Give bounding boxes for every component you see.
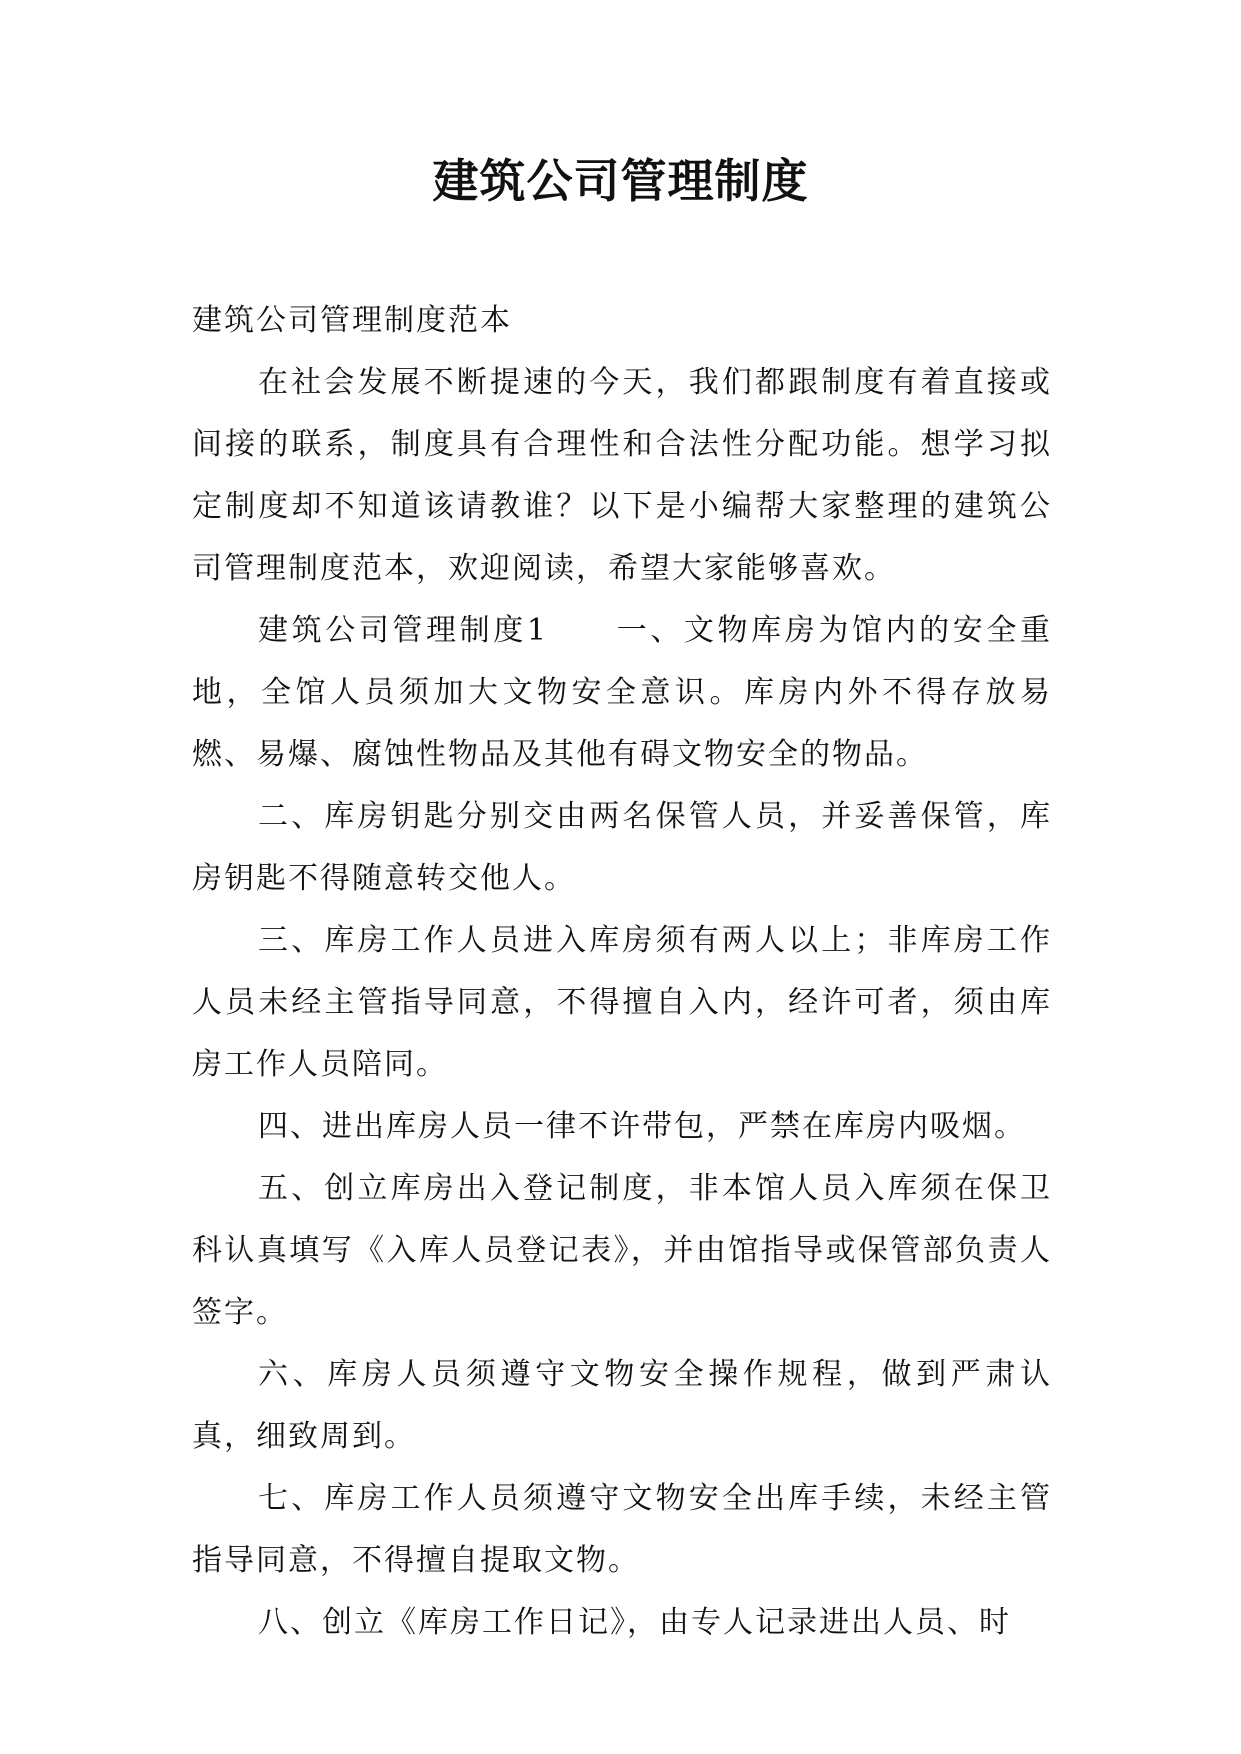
document-body [192,290,1052,1654]
paragraph-rule-7: 七、库房工作人员须遵守文物安全出库手续，未经主管指导同意，不得擅自提取文物。 [192,1481,1052,1578]
paragraph-rule-4: 四、进出库房人员一律不许带包，严禁在库房内吸烟。 [258,1109,1026,1144]
paragraph-intro: 在社会发展不断提速的今天，我们都跟制度有着直接或间接的联系，制度具有合理性和合法性分配功能。想学习拟定制度却不知道该请教谁？以下是小编帮大家整理的建筑公司管理制度范本，欢迎阅读，希望大家能够喜欢。 [192,365,1052,586]
paragraph-rule-2: 二、库房钥匙分别交由两名保管人员，并妥善保管，库房钥匙不得随意转交他人。 [192,799,1052,896]
document-title: 建筑公司管理制度 [432,154,809,208]
paragraph-rule-3: 三、库房工作人员进入库房须有两人以上；非库房工作人员未经主管指导同意，不得擅自入内，经许可者，须由库房工作人员陪同。 [192,923,1052,1082]
paragraph-rule-1: 建筑公司管理制度1 一、文物库房为馆内的安全重地，全馆人员须加大文物安全意识。库房内外不得存放易燃、易爆、腐蚀性物品及其他有碍文物安全的物品。 [192,613,1052,772]
document-subtitle: 建筑公司管理制度范本 [192,303,512,338]
paragraph-rule-8: 八、创立《库房工作日记》，由专人记录进出人员、时 [258,1605,1011,1640]
paragraph-rule-6: 六、库房人员须遵守文物安全操作规程，做到严肃认真，细致周到。 [192,1357,1052,1454]
paragraph-rule-5: 五、创立库房出入登记制度，非本馆人员入库须在保卫科认真填写《入库人员登记表》，并由馆指导或保管部负责人签字。 [192,1171,1052,1330]
